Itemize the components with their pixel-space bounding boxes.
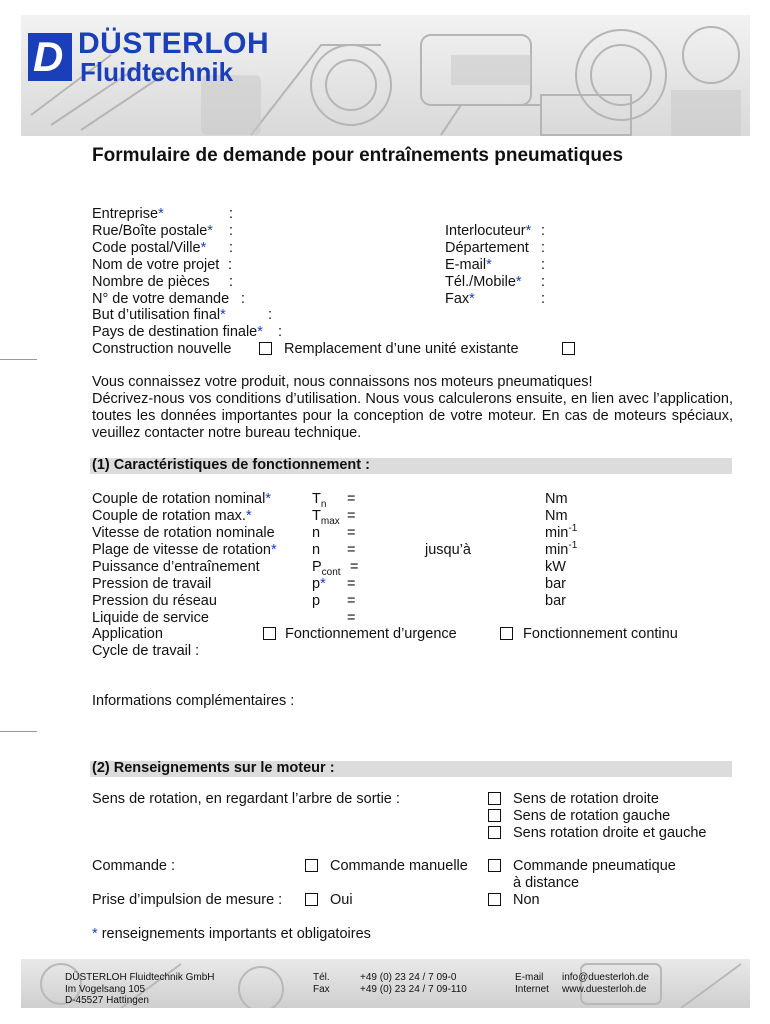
row-label: Couple de rotation nominal* — [92, 491, 271, 507]
manual-command-checkbox[interactable] — [305, 859, 318, 872]
rotation-both-label: Sens rotation droite et gauche — [513, 825, 707, 841]
footer-tel: +49 (0) 23 24 / 7 09-0 — [360, 972, 457, 983]
colon: : — [541, 257, 546, 273]
rotation-left-label: Sens de rotation gauche — [513, 808, 671, 824]
field-label-fax: Fax* — [445, 291, 475, 307]
pulse-pickup-label: Prise d’impulsion de mesure : — [92, 892, 283, 908]
field-label-postal-city: Code postal/Ville* — [92, 240, 207, 256]
intro-text: Décrivez-nous vos conditions d’utilisation. Nous vous calculerons ensuite, en lien avec l’application, toutes les données importantes pour la conception de votre moteur. En cas de moteurs spéciaux, veuillez contacter notre bureau technique. — [92, 391, 733, 441]
footer-web-label: Internet — [515, 984, 549, 995]
section-2-title: (2) Renseignements sur le moteur : — [92, 760, 335, 776]
field-label-request-no: N° de votre demande — [92, 291, 230, 307]
colon: : — [241, 291, 246, 307]
row-unit: bar — [545, 593, 566, 609]
row-label: Couple de rotation max.* — [92, 508, 252, 524]
field-label-entreprise: Entreprise* — [92, 206, 164, 222]
row-label: Pression du réseau — [92, 593, 217, 609]
intro-paragraph — [92, 374, 733, 442]
footer-email-link[interactable]: info@duesterloh.de — [562, 972, 649, 983]
row-symbol: p* — [312, 576, 326, 592]
construction-label: Construction nouvelle — [92, 341, 232, 357]
fold-mark — [0, 359, 37, 360]
row-symbol: $T_n$ — [312, 491, 327, 510]
rotation-right-label: Sens de rotation droite — [513, 791, 659, 807]
brand-name: DÜSTERLOH — [78, 27, 270, 60]
colon: : — [229, 274, 234, 290]
rotation-left-checkbox[interactable] — [488, 809, 501, 822]
row-label: Puissance d’entraînement — [92, 559, 260, 575]
range-until: jusqu’à — [425, 542, 471, 558]
replacement-checkbox[interactable] — [562, 342, 575, 355]
footer-tel-label: Tél. — [313, 972, 330, 983]
colon: : — [229, 240, 234, 256]
section-2-heading — [90, 761, 732, 777]
emergency-operation-label: Fonctionnement d’urgence — [285, 626, 457, 642]
application-label: Application — [92, 626, 163, 642]
intro-line: Vous connaissez votre produit, nous connaissons nos moteurs pneumatiques! — [92, 374, 593, 390]
colon: : — [541, 223, 546, 239]
colon: : — [228, 257, 233, 273]
colon: : — [278, 324, 283, 340]
pulse-yes-checkbox[interactable] — [305, 893, 318, 906]
footer-street: Im Vogelsang 105 — [65, 984, 146, 995]
row-symbol: n — [312, 542, 321, 558]
row-unit: Nm — [545, 491, 568, 507]
field-label-department: Département — [445, 240, 529, 256]
brand-subname: Fluidtechnik — [80, 57, 234, 87]
rotation-direction-label: Sens de rotation, en regardant l’arbre de sortie : — [92, 791, 400, 807]
row-symbol: $T_{max}$ — [312, 508, 340, 527]
colon: : — [268, 307, 273, 323]
equals: = — [347, 610, 356, 626]
field-label-pieces: Nombre de pièces — [92, 274, 210, 290]
footer-company: DÜSTERLOH Fluidtechnik GmbH — [65, 972, 215, 983]
footer-web-link[interactable]: www.duesterloh.de — [562, 984, 647, 995]
footer-fax-label: Fax — [313, 984, 330, 995]
colon: : — [541, 274, 546, 290]
row-symbol: $P_{cont}$ — [312, 559, 341, 578]
pneumatic-command-label: Commande pneumatique — [513, 858, 676, 874]
pneumatic-command-checkbox[interactable] — [488, 859, 501, 872]
field-label-destination: Pays de destination finale* — [92, 324, 263, 340]
field-label-final-use: But d’utilisation final* — [92, 307, 226, 323]
pneumatic-command-label-2: à distance — [513, 875, 580, 891]
rotation-right-checkbox[interactable] — [488, 792, 501, 805]
field-label-contact-person: Interlocuteur* — [445, 223, 532, 239]
colon: : — [229, 223, 234, 239]
row-unit: Nm — [545, 508, 568, 524]
command-label: Commande : — [92, 858, 176, 874]
colon: : — [541, 240, 546, 256]
equals: = — [347, 542, 356, 558]
fold-mark — [0, 731, 37, 732]
company-logo — [28, 33, 72, 81]
continuous-operation-label: Fonctionnement continu — [523, 626, 678, 642]
pulse-yes-label: Oui — [330, 892, 353, 908]
footer-email-label: E-mail — [515, 972, 544, 983]
field-label-street: Rue/Boîte postale* — [92, 223, 213, 239]
colon: : — [229, 206, 234, 222]
construction-new-checkbox[interactable] — [259, 342, 272, 355]
row-unit: $\min^{-1}$ — [545, 523, 578, 541]
section-1-heading — [90, 458, 732, 474]
row-symbol: n — [312, 525, 321, 541]
colon: : — [541, 291, 546, 307]
emergency-operation-checkbox[interactable] — [263, 627, 276, 640]
row-label: Pression de travail — [92, 576, 212, 592]
logo-letter: D — [33, 33, 64, 80]
row-label: Plage de vitesse de rotation* — [92, 542, 277, 558]
footer-city: D-45527 Hattingen — [65, 995, 149, 1006]
equals: = — [347, 576, 356, 592]
rotation-both-checkbox[interactable] — [488, 826, 501, 839]
pulse-no-checkbox[interactable] — [488, 893, 501, 906]
row-label: Vitesse de rotation nominale — [92, 525, 275, 541]
equals: = — [347, 491, 356, 507]
field-label-phone: Tél./Mobile* — [445, 274, 522, 290]
pulse-no-label: Non — [513, 892, 540, 908]
required-note: * renseignements importants et obligatoires — [92, 926, 371, 942]
equals: = — [350, 559, 359, 575]
row-label: Liquide de service — [92, 610, 209, 626]
row-unit: bar — [545, 576, 566, 592]
continuous-operation-checkbox[interactable] — [500, 627, 513, 640]
section-1-title: (1) Caractéristiques de fonctionnement : — [92, 457, 370, 473]
page-title: Formulaire de demande pour entraînements pneumatiques — [92, 145, 624, 166]
equals: = — [347, 593, 356, 609]
manual-command-label: Commande manuelle — [330, 858, 468, 874]
row-unit: $\min^{-1}$ — [545, 540, 578, 558]
field-label-project: Nom de votre projet — [92, 257, 220, 273]
replacement-label: Remplacement d’une unité existante — [284, 341, 519, 357]
equals: = — [347, 508, 356, 524]
field-label-email: E-mail* — [445, 257, 492, 273]
row-unit: kW — [545, 559, 566, 575]
equals: = — [347, 525, 356, 541]
additional-info-label: Informations complémentaires : — [92, 693, 295, 709]
footer-fax: +49 (0) 23 24 / 7 09-110 — [360, 984, 467, 995]
row-symbol: p — [312, 593, 321, 609]
work-cycle-label: Cycle de travail : — [92, 643, 200, 659]
